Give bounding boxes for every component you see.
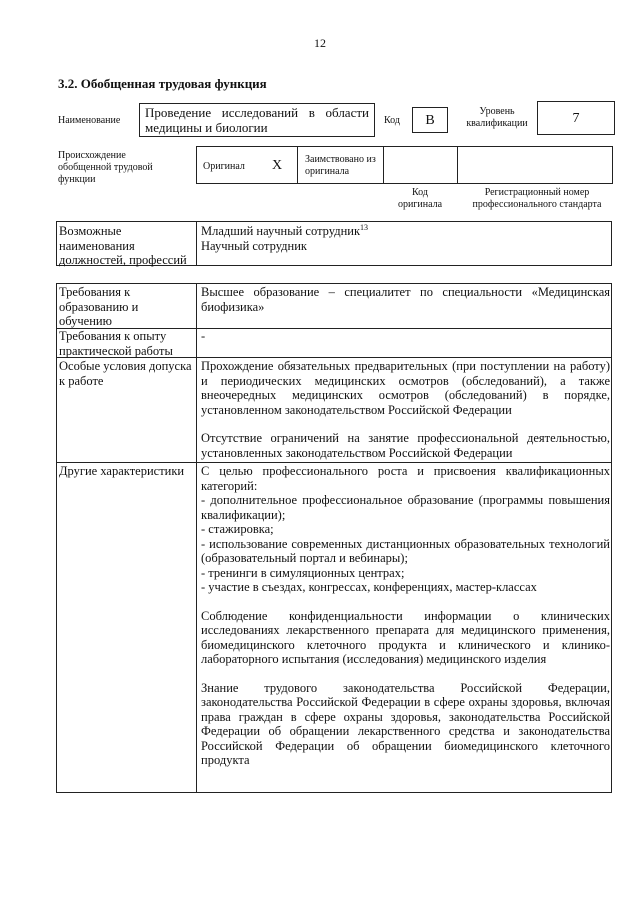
other-item: - стажировка;	[201, 522, 274, 536]
requirements-divider	[196, 283, 197, 793]
origin-divider-1	[297, 146, 298, 184]
position-junior-researcher: Младший научный сотрудник	[201, 224, 361, 238]
original-label: Оригинал	[203, 161, 245, 172]
level-value: 7	[572, 111, 580, 126]
special-conditions-p2: Отсутствие ограничений на занятие профессиональной деятельностью, установленных законодательством Российской Федерации	[201, 431, 610, 460]
legislation-paragraph: Знание трудового законодательства Российской Федерации, законодательства Российской Федерации в сфере охраны здоровья, включая права граждан в сфере охраны здоровья, законодательства Российской Федерации об обращении лекарственного средства и законодательства Российской Федерации об обращении биомедицинского клеточного продукта	[201, 680, 610, 767]
level-label	[462, 106, 532, 130]
level-label-line2: квалификации	[466, 118, 528, 129]
other-item: - тренинги в симуляционных центрах;	[201, 565, 405, 580]
experience-label: Требования к опыту практической работы	[59, 329, 173, 358]
other-item: - дополнительное профессиональное образование (программы повышения квалификации);	[201, 493, 610, 522]
code-value: B	[425, 113, 435, 128]
code-caption-line2: оригинала	[397, 199, 443, 210]
positions-divider	[196, 221, 197, 266]
other-characteristics-label: Другие характеристики	[59, 464, 185, 478]
level-label-line1: Уровень	[479, 106, 515, 117]
education-label: Требования к образованию и обучению	[59, 285, 139, 328]
name-label: Наименование	[58, 115, 121, 126]
other-characteristics-value	[201, 464, 610, 768]
origin-label: Происхождение обобщенной трудовой функции	[58, 150, 153, 185]
special-conditions-label: Особые условия допуска к работе	[59, 359, 192, 388]
origin-divider-2	[383, 146, 384, 184]
reg-caption-line2: профессионального стандарта	[472, 199, 602, 210]
row-divider-3	[56, 462, 612, 463]
code-caption	[390, 187, 450, 211]
other-intro: С целью профессионального роста и присвоения квалификационных категорий:	[201, 464, 610, 493]
section-title: 3.2. Обобщенная трудовая функция	[58, 76, 267, 91]
original-mark: X	[272, 158, 283, 173]
borrowed-label: Заимствовано из оригинала	[305, 154, 376, 177]
position-researcher: Научный сотрудник	[201, 238, 307, 253]
other-item: - участие в съездах, конгрессах, конференциях, мастер-классах	[201, 580, 537, 594]
education-value: Высшее образование – специалитет по специальности «Медицинская биофизика»	[201, 285, 610, 314]
other-item: - использование современных дистанционных образовательных технологий (образовательный портал и вебинары);	[201, 536, 610, 565]
footnote-marker: 13	[360, 222, 369, 232]
code-label: Код	[384, 115, 400, 126]
positions-values	[201, 224, 610, 253]
confidentiality-paragraph: Соблюдение конфиденциальности информации о клинических исследованиях лекарственного препарата для медицинского применения, биомедицинского клеточного продукта и клинического и клинико-лабораторного испытания (исследования) медицинского изделия	[201, 608, 610, 666]
code-box	[412, 107, 448, 133]
origin-table	[196, 146, 613, 184]
code-caption-line1: Код	[412, 187, 428, 198]
origin-divider-3	[457, 146, 458, 184]
special-conditions-p1: Прохождение обязательных предварительных (при поступлении на работу) и периодических медицинских осмотров (обследований), а также внеочередных медицинских осмотров (обследований) в порядке, установленном законодательством Российской Федерации	[201, 359, 610, 417]
function-name-value: Проведение исследований в области медицины и биологии	[145, 105, 369, 135]
page-number: 12	[314, 36, 326, 50]
positions-label: Возможные наименования должностей, профессий	[59, 224, 187, 267]
reg-caption	[462, 187, 612, 211]
experience-value: -	[201, 329, 206, 343]
special-conditions-value	[201, 359, 610, 460]
function-name-box	[139, 103, 375, 137]
level-box	[537, 101, 615, 135]
reg-caption-line1: Регистрационный номер	[484, 187, 590, 198]
